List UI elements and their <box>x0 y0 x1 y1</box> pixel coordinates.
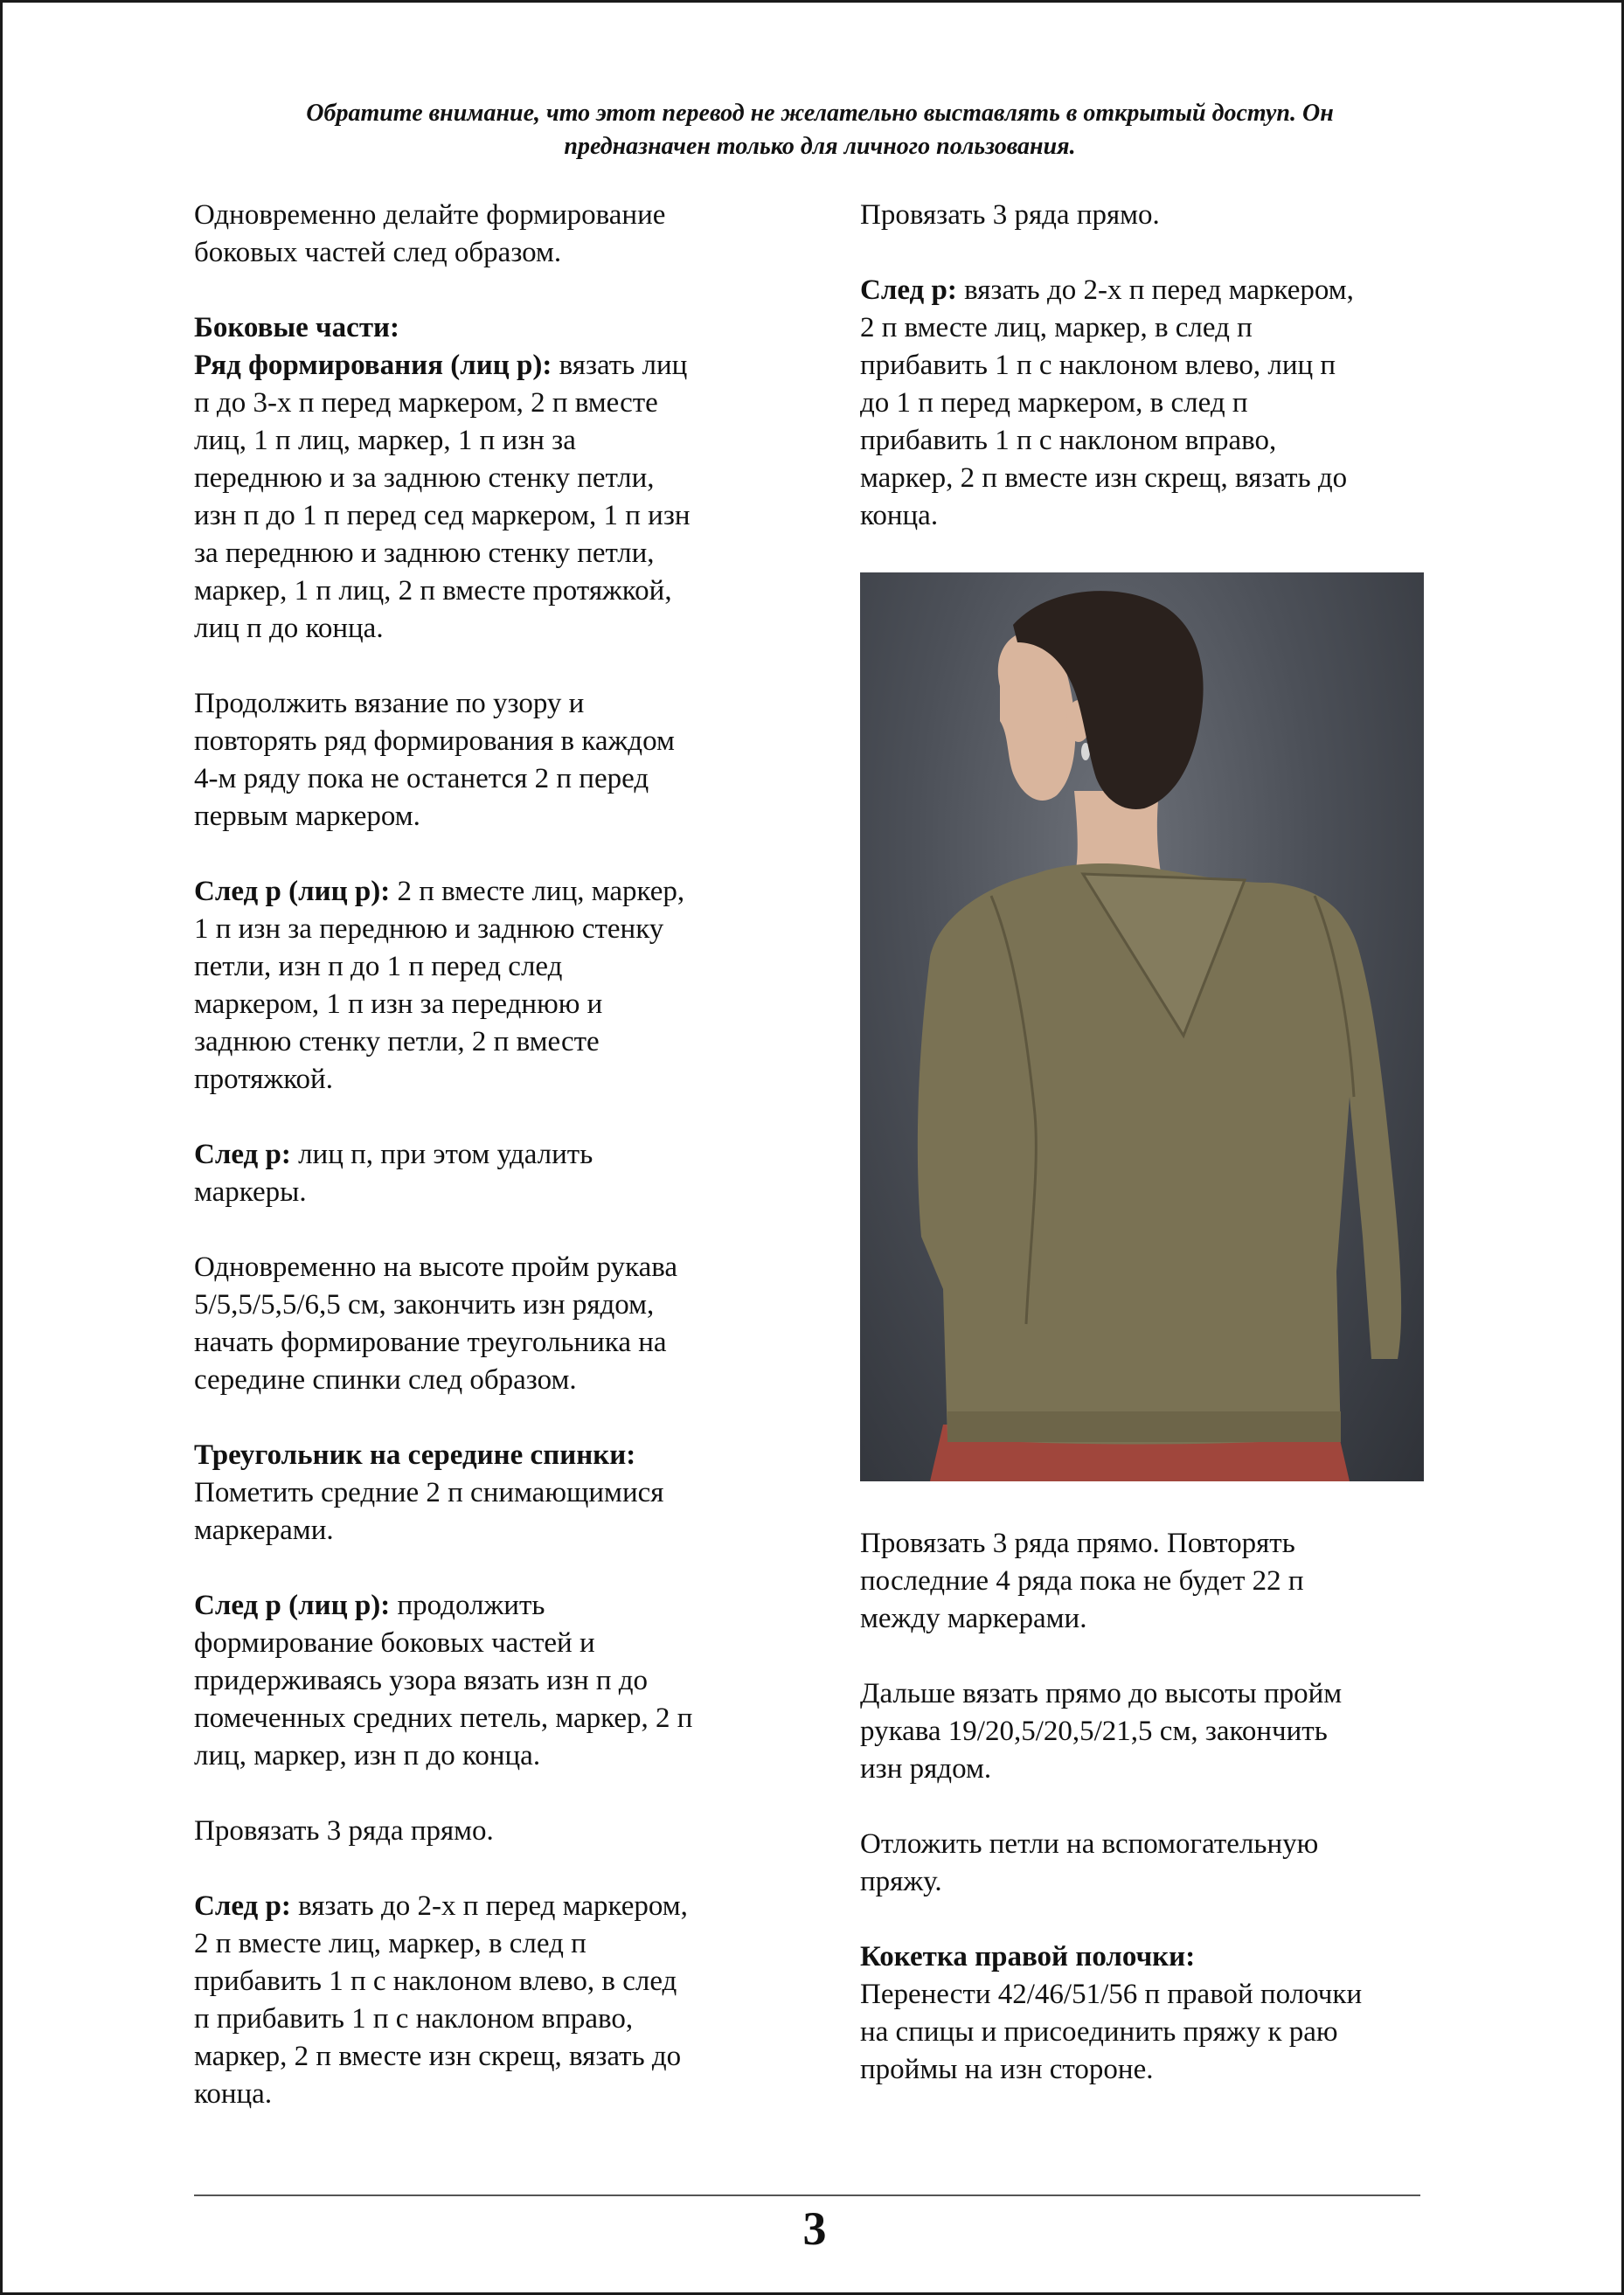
text-line: середине спинки след образом. <box>194 1364 577 1396</box>
text-line: Отложить петли на вспомогательную <box>860 1828 1319 1860</box>
paragraph-continue <box>194 685 775 835</box>
text-line: 2 п вместе лиц, маркер, в след п <box>860 312 1253 343</box>
text-line <box>194 1888 775 1925</box>
text-line: маркер, 1 п лиц, 2 п вместе протяжкой, <box>194 575 672 607</box>
text-line: маркерами. <box>194 1515 334 1546</box>
paragraph-armhole <box>194 1249 775 1399</box>
text-line: Провязать 3 ряда прямо. Повторять <box>860 1528 1295 1559</box>
paragraph-next-row <box>194 1136 775 1211</box>
text-line: 5/5,5/5,5/6,5 см, закончить изн рядом, <box>194 1289 655 1321</box>
left-column <box>194 197 775 2151</box>
text-line: до 1 п перед маркером, в след п <box>860 387 1248 419</box>
section-heading: Кокетка правой полочки: <box>860 1941 1196 1973</box>
paragraph-next-row-rs <box>194 873 775 1099</box>
text-line: маркер, 2 п вместе изн скрещ, вязать до <box>860 462 1348 494</box>
text-line: на спицы и присоединить пряжу к раю <box>860 2016 1338 2048</box>
notice-line-2: предназначен только для личного пользования. <box>564 133 1076 160</box>
paragraph-armhole-height <box>860 1675 1441 1788</box>
text-fragment: вязать до 2-х п перед маркером, <box>290 1890 688 1922</box>
text-line: 1 п изн за переднюю и заднюю стенку <box>194 913 664 945</box>
page-number: 3 <box>802 2202 827 2255</box>
text-line <box>194 347 775 385</box>
text-line: Провязать 3 ряда прямо. <box>860 199 1160 231</box>
text-line: прибавить 1 п с наклоном влево, лиц п <box>860 350 1336 381</box>
text-line <box>194 1587 775 1625</box>
text-line: конца. <box>860 500 939 531</box>
text-line: формирование боковых частей и <box>194 1627 595 1659</box>
footer-divider <box>194 2194 1420 2196</box>
text-line: лиц п до конца. <box>194 613 384 644</box>
row-label: След р (лиц р): <box>194 1590 391 1621</box>
text-line: лиц, 1 п лиц, маркер, 1 п изн за <box>194 425 576 456</box>
text-line: прибавить 1 п с наклоном влево, в след <box>194 1966 677 1997</box>
text-fragment: 2 п вместе лиц, маркер, <box>390 876 685 907</box>
text-line: петли, изн п до 1 п перед след <box>194 951 563 982</box>
right-column <box>860 197 1441 2126</box>
paragraph-next-row-continue <box>194 1587 775 1775</box>
text-line: маркером, 1 п изн за переднюю и <box>194 988 603 1020</box>
text-line: Дальше вязать прямо до высоты пройм <box>860 1678 1343 1709</box>
text-line: боковых частей след образом. <box>194 237 562 268</box>
text-line: изн рядом. <box>860 1753 992 1785</box>
text-line: заднюю стенку петли, 2 п вместе <box>194 1026 600 1057</box>
text-line: маркер, 2 п вместе изн скрещ, вязать до <box>194 2041 682 2072</box>
row-label: След р: <box>194 1139 291 1170</box>
row-label: След р: <box>194 1890 291 1922</box>
text-line: лиц, маркер, изн п до конца. <box>194 1740 541 1772</box>
paragraph-next-row-increase-2 <box>860 272 1441 535</box>
paragraph-waste-yarn <box>860 1826 1441 1901</box>
text-line: Одновременно делайте формирование <box>194 199 666 231</box>
privacy-notice <box>177 97 1462 163</box>
text-line: изн п до 1 п перед сед маркером, 1 п изн <box>194 500 691 531</box>
text-line: Одновременно на высоте пройм рукава <box>194 1252 678 1283</box>
paragraph-repeat <box>860 1525 1441 1638</box>
text-line: помеченных средних петель, маркер, 2 п <box>194 1702 693 1734</box>
text-fragment: вязать до 2-х п перед маркером, <box>956 274 1354 306</box>
text-line: последние 4 ряда пока не будет 22 п <box>860 1565 1304 1597</box>
text-line: Провязать 3 ряда прямо. <box>194 1815 494 1847</box>
section-heading: Треугольник на середине спинки: <box>194 1439 636 1471</box>
model-illustration <box>860 572 1424 1481</box>
text-line: повторять ряд формирования в каждом <box>194 725 675 757</box>
text-line: переднюю и за заднюю стенку петли, <box>194 462 655 494</box>
paragraph-intro <box>194 197 775 272</box>
text-line: маркеры. <box>194 1176 307 1208</box>
paragraph-right-front-yoke <box>860 1938 1441 2089</box>
text-line: п прибавить 1 п с наклоном вправо, <box>194 2003 634 2035</box>
paragraph-side-parts <box>194 309 775 648</box>
paragraph-triangle <box>194 1437 775 1550</box>
text-line: рукава 19/20,5/20,5/21,5 см, закончить <box>860 1716 1328 1747</box>
text-line: начать формирование треугольника на <box>194 1327 667 1358</box>
hem-band <box>947 1411 1341 1442</box>
text-line: п до 3-х п перед маркером, 2 п вместе <box>194 387 658 419</box>
row-label: Ряд формирования (лиц р): <box>194 350 552 381</box>
text-line: первым маркером. <box>194 801 420 832</box>
text-fragment: лиц п, при этом удалить <box>290 1139 593 1170</box>
text-line: 2 п вместе лиц, маркер, в след п <box>194 1928 586 1959</box>
text-line: протяжкой. <box>194 1064 333 1095</box>
text-line: 4-м ряду пока не останется 2 п перед <box>194 763 649 794</box>
text-line: проймы на изн стороне. <box>860 2054 1154 2085</box>
text-fragment: продолжить <box>390 1590 545 1621</box>
text-line: за переднюю и заднюю стенку петли, <box>194 537 655 569</box>
text-line <box>194 873 775 911</box>
text-line: прибавить 1 п с наклоном вправо, <box>860 425 1277 456</box>
row-label: След р: <box>860 274 957 306</box>
row-label: След р (лиц р): <box>194 876 391 907</box>
text-line: между маркерами. <box>860 1603 1087 1634</box>
text-line: пряжу. <box>860 1866 942 1897</box>
text-line <box>860 272 1441 309</box>
text-line: Продолжить вязание по узору и <box>194 688 585 719</box>
section-heading: Боковые части: <box>194 312 400 343</box>
text-line: придерживаясь узора вязать изн п до <box>194 1665 649 1696</box>
paragraph-next-row-increase <box>194 1888 775 2113</box>
notice-line-1: Обратите внимание, что этот перевод не желательно выставлять в открытый доступ. Он <box>306 100 1334 127</box>
text-line <box>194 1136 775 1174</box>
text-line: Перенести 42/46/51/56 п правой полочки <box>860 1979 1363 2010</box>
text-line: конца. <box>194 2078 273 2110</box>
sweater-back-photo <box>860 572 1424 1481</box>
text-line: Пометить средние 2 п снимающимися <box>194 1477 664 1508</box>
paragraph-three-rows <box>194 1813 775 1850</box>
text-fragment: вязать лиц <box>552 350 688 381</box>
paragraph-three-rows-2 <box>860 197 1441 234</box>
